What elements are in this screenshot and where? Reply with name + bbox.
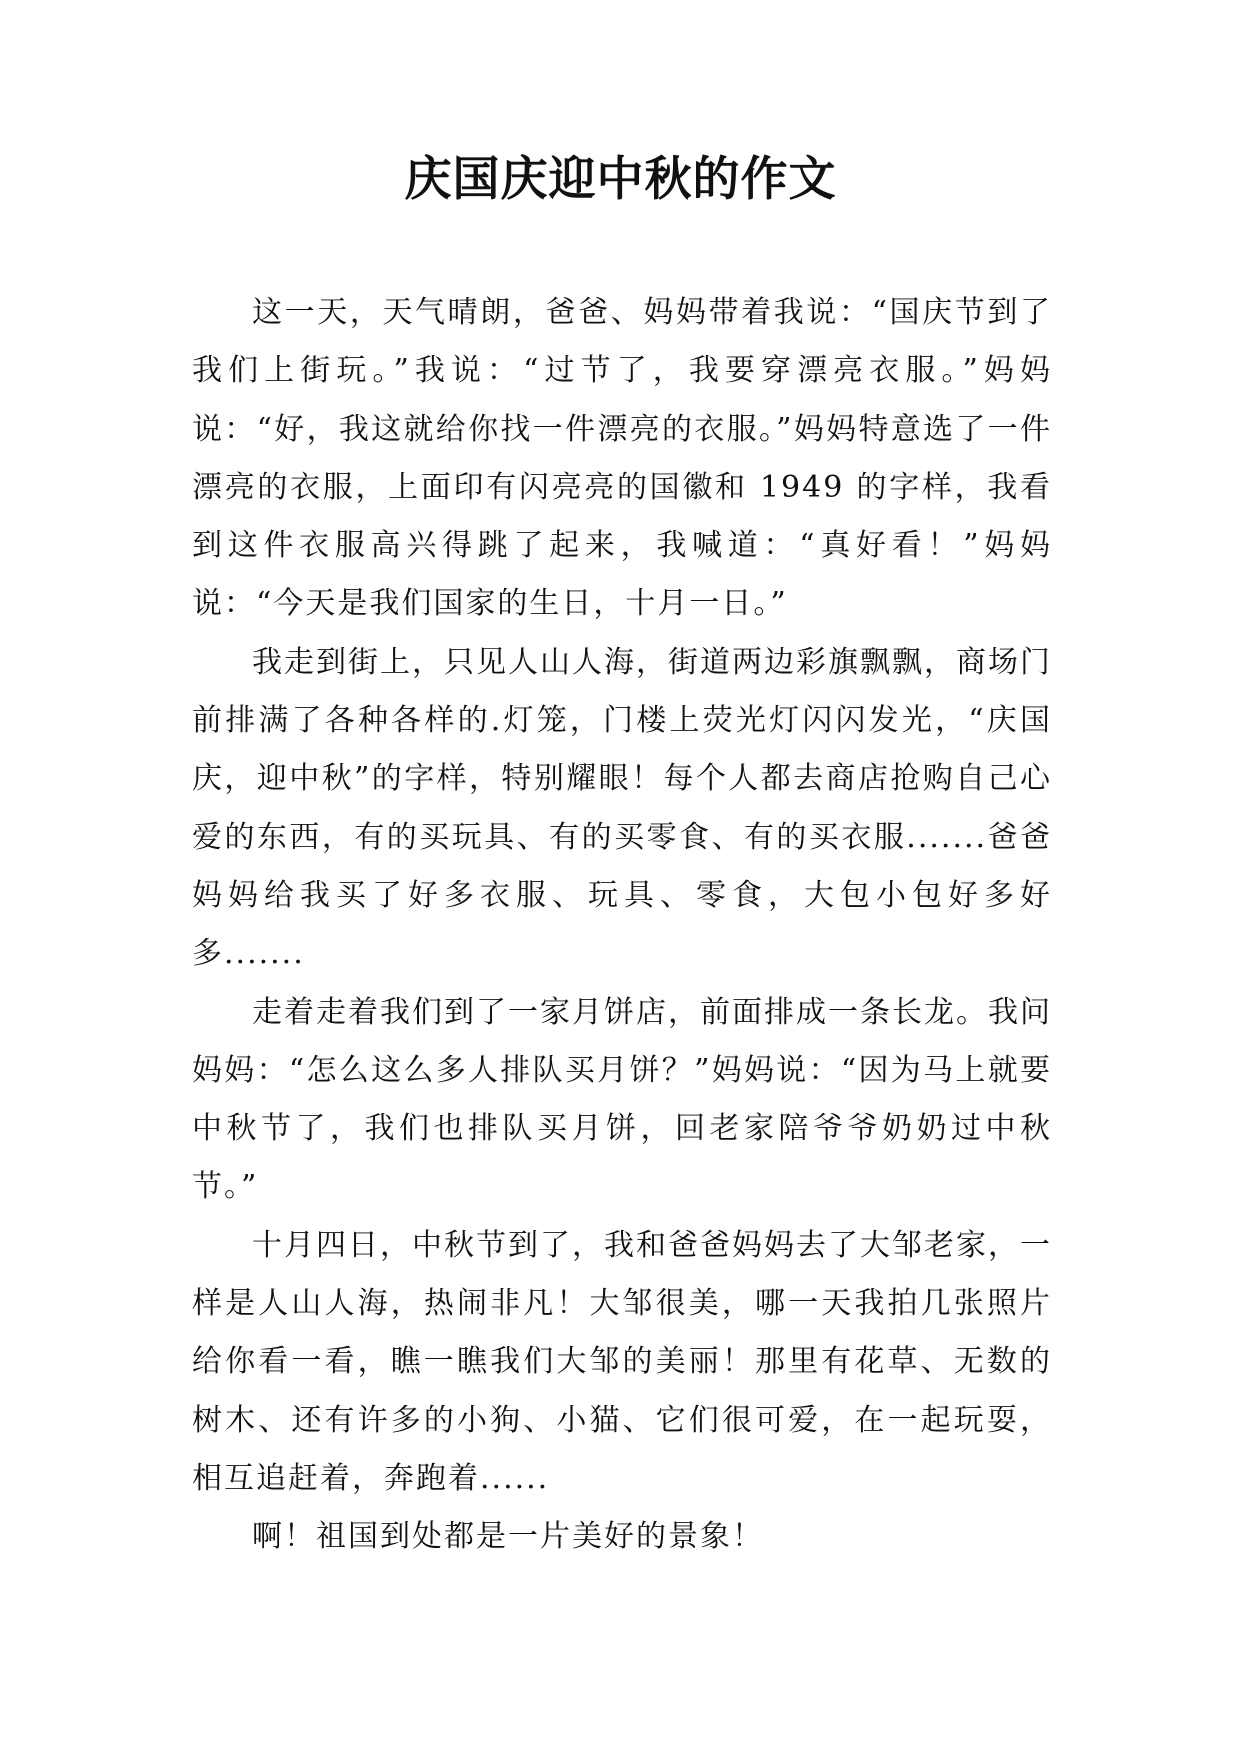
paragraph: 这一天，天气晴朗，爸爸、妈妈带着我说：“国庆节到了我们上街玩。”我说：“过节了，我要穿漂亮衣服。”妈妈说：“好，我这就给你找一件漂亮的衣服。”妈妈特意选了一件漂亮的衣服，上面印有闪亮亮的国徽和 1949 的字样，我看到这件衣服高兴得跳了起来，我喊道：“真好看！”妈妈说：“今天是我们国家的生日，十月一日。”: [192, 295, 1052, 622]
paragraph: 走着走着我们到了一家月饼店，前面排成一条长龙。我问妈妈：“怎么这么多人排队买月饼？”妈妈说：“因为马上就要中秋节了，我们也排队买月饼，回老家陪爷爷奶奶过中秋节。”: [192, 994, 1052, 1205]
paragraph: 啊！祖国到处都是一片美好的景象！: [252, 1519, 764, 1555]
paragraph: 十月四日，中秋节到了，我和爸爸妈妈去了大邹老家，一样是人山人海，热闹非凡！大邹很美，哪一天我拍几张照片给你看一看，瞧一瞧我们大邹的美丽！那里有花草、无数的树木、还有许多的小狗、小猫、它们很可爱，在一起玩耍，相互追赶着，奔跑着......: [192, 1227, 1052, 1496]
document-title: 庆国庆迎中秋的作文: [404, 152, 837, 207]
document-body: [192, 284, 1052, 1567]
paragraph: 我走到街上，只见人山人海，街道两边彩旗飘飘，商场门前排满了各种各样的.灯笼，门楼上荧光灯闪闪发光，“庆国庆，迎中秋”的字样，特别耀眼！每个人都去商店抢购自己心爱的东西，有的买玩具、有的买零食、有的买衣服.......爸爸妈妈给我买了好多衣服、玩具、零食，大包小包好多好多.......: [192, 644, 1052, 972]
